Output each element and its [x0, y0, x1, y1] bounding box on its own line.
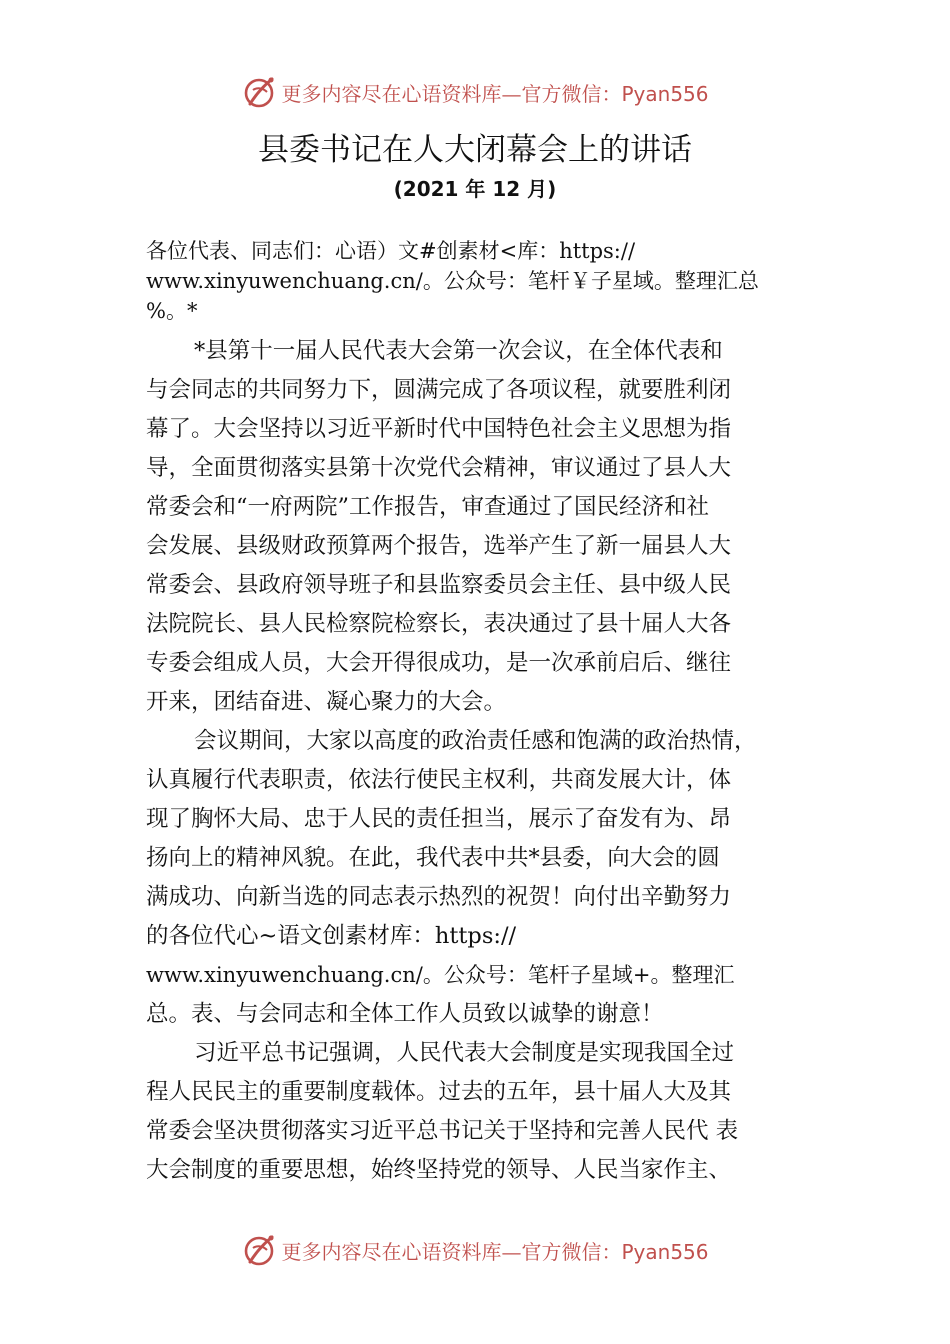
banner-wechat-id: Pyan556 — [621, 1239, 709, 1264]
page-title: 县委书记在人大闭幕会上的讲话 — [258, 132, 692, 168]
text-line: 常委会、县政府领导班子和县监察委员会主任、县中级人民 — [146, 572, 732, 598]
greeting-block — [146, 236, 846, 326]
paragraph-3 — [146, 1034, 846, 1190]
document-date: (2021 年 12 月) — [393, 177, 557, 201]
header-watermark-banner — [0, 70, 950, 114]
text-line: 认真履行代表职责，依法行使民主权利，共商发展大计，体 — [146, 767, 732, 793]
text-line: 现了胸怀大局、忠于人民的责任担当，展示了奋发有为、昂 — [146, 806, 732, 832]
banner-text: 更多内容尽在心语资料库—官方微信： — [281, 1239, 622, 1264]
text-line: 习近平总书记强调，人民代表大会制度是实现我国全过 — [194, 1040, 735, 1066]
brush-logo-icon — [241, 1232, 277, 1268]
text-line: 幕了。大会坚持以习近平新时代中国特色社会主义思想为指 — [146, 416, 732, 442]
text-line: %。* — [146, 299, 198, 323]
document-body — [146, 236, 846, 1190]
brush-logo-icon — [241, 74, 277, 110]
text-line: 导，全面贯彻落实县第十次党代会精神，审议通过了县人大 — [146, 455, 732, 481]
text-line: 常委会坚决贯彻落实习近平总书记关于坚持和完善人民代 表 — [146, 1118, 739, 1144]
text-line: 开来，团结奋进、凝心聚力的大会。 — [146, 689, 507, 715]
text-line: www.xinyuwenchuang.cn/。公众号：笔杆￥子星域。整理汇总 — [146, 269, 759, 293]
text-line: 会发展、县级财政预算两个报告，选举产生了新一届县人大 — [146, 533, 732, 559]
banner-wechat-id: Pyan556 — [621, 81, 709, 106]
text-line: 专委会组成人员，大会开得很成功，是一次承前启后、继往 — [146, 650, 732, 676]
text-line: 会议期间，大家以高度的政治责任感和饱满的政治热情， — [194, 728, 757, 754]
text-line: 的各位代心~语文创素材库：https:// — [146, 923, 517, 949]
text-line: 大会制度的重要思想，始终坚持党的领导、人民当家作主、 — [146, 1157, 732, 1183]
text-line: 各位代表、同志们：心语）文#创素材<库：https:// — [146, 239, 636, 263]
text-line: 扬向上的精神风貌。在此，我代表中共*县委，向大会的圆 — [146, 845, 720, 871]
text-line: *县第十一届人民代表大会第一次会议，在全体代表和 — [194, 338, 723, 364]
footer-watermark-banner — [0, 1228, 950, 1272]
text-line: 程人民民主的重要制度载体。过去的五年，县十届人大及其 — [146, 1079, 732, 1105]
text-line: 满成功、向新当选的同志表示热烈的祝贺！向付出辛勤努力 — [146, 884, 732, 910]
text-line: 总。表、与会同志和全体工作人员致以诚挚的谢意！ — [146, 1001, 664, 1027]
text-line: 与会同志的共同努力下，圆满完成了各项议程，就要胜利闭 — [146, 377, 732, 403]
text-line: 常委会和“一府两院”工作报告，审查通过了国民经济和社 — [146, 494, 710, 520]
text-line: www.xinyuwenchuang.cn/。公众号：笔杆子星域+。整理汇 — [146, 963, 735, 987]
banner-text: 更多内容尽在心语资料库—官方微信： — [281, 81, 622, 106]
paragraph-2 — [146, 722, 846, 1034]
text-line: 法院院长、县人民检察院检察长，表决通过了县十届人大各 — [146, 611, 732, 637]
paragraph-1 — [146, 332, 846, 722]
